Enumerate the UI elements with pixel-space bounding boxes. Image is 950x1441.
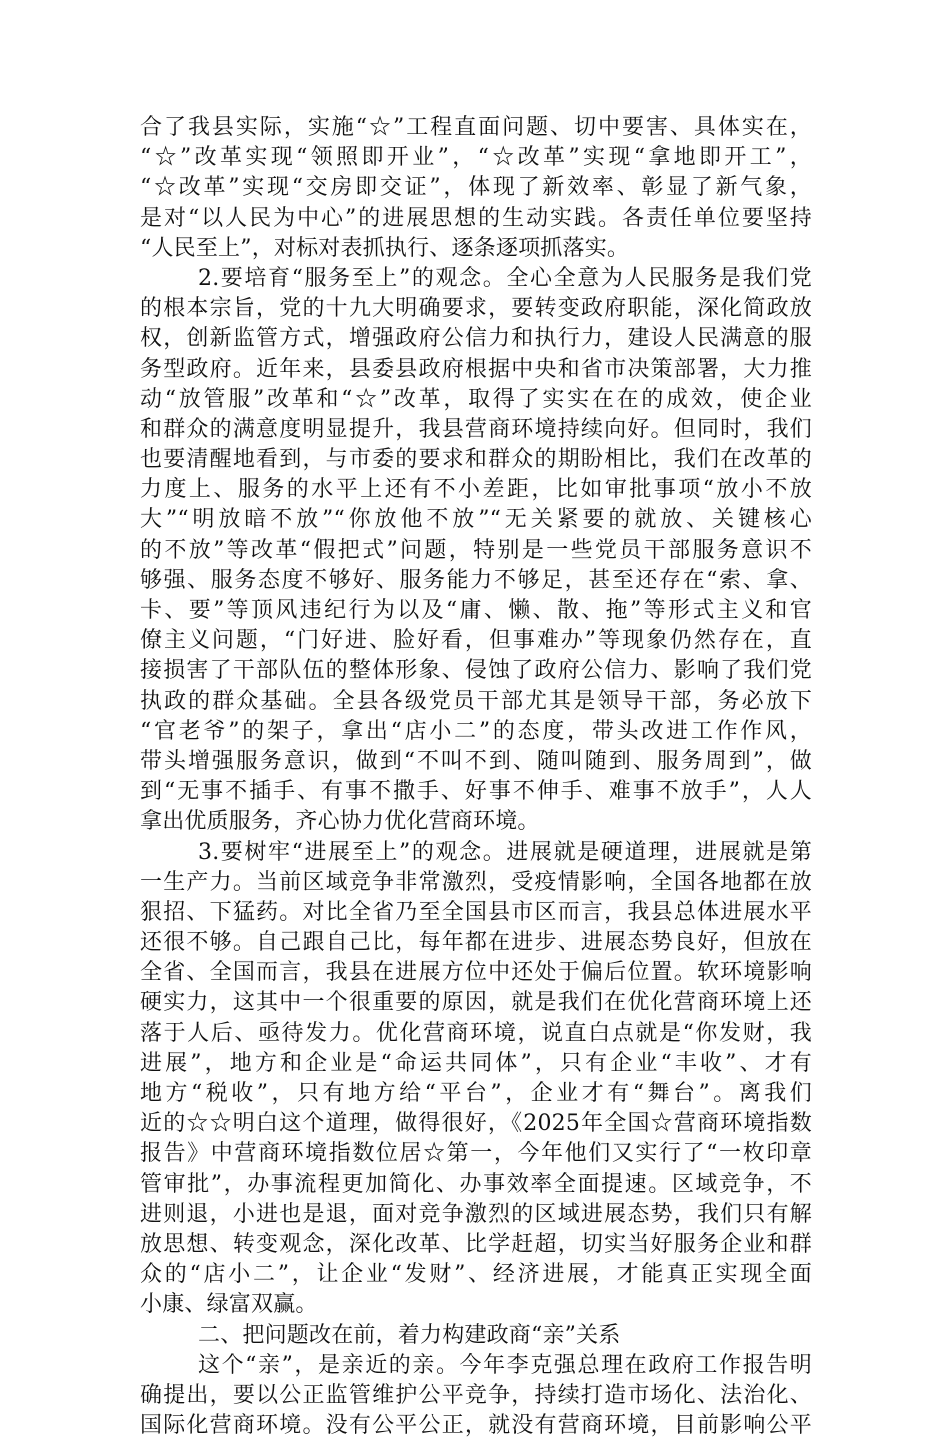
text-line: 进则退，小进也是退，面对竞争激烈的区域进展态势，我们只有解 bbox=[140, 1201, 812, 1227]
text-line: 务型政府。近年来，县委县政府根据中央和省市决策部署，大力推 bbox=[140, 356, 812, 382]
text-line: “官老爷”的架子，拿出“店小二”的态度，带头改进工作作风， bbox=[140, 718, 812, 744]
text-line: 报告》中营商环境指数位居☆第一，今年他们又实行了“一枚印章 bbox=[140, 1141, 812, 1167]
text-line: 力度上、服务的水平上还有不小差距，比如审批事项“放小不放 bbox=[140, 477, 812, 503]
text-line: 这个“亲”，是亲近的亲。今年李克强总理在政府工作报告明 bbox=[198, 1352, 812, 1378]
text-line: 是对“以人民为中心”的进展思想的生动实践。各责任单位要坚持 bbox=[140, 205, 812, 231]
text-line: 一生产力。当前区域竞争非常激烈，受疫情影响，全国各地都在放 bbox=[140, 869, 812, 895]
text-line: 3.要树牢“进展至上”的观念。进展就是硬道理，进展就是第 bbox=[198, 839, 812, 865]
text-line: 确提出，要以公正监管维护公平竞争，持续打造市场化、法治化、 bbox=[140, 1382, 812, 1408]
text-line: 的不放”等改革“假把式”问题，特别是一些党员干部服务意识不 bbox=[140, 537, 812, 563]
text-line: 还很不够。自己跟自己比，每年都在进步、进展态势良好，但放在 bbox=[140, 930, 812, 956]
text-line: 管审批”，办事流程更加简化、办事效率全面提速。区域竞争，不 bbox=[140, 1171, 812, 1197]
text-line: 二、把问题改在前，着力构建政商“亲”关系 bbox=[198, 1322, 621, 1348]
text-line: 够强、服务态度不够好、服务能力不够足，甚至还存在“索、拿、 bbox=[140, 567, 812, 593]
document-page bbox=[140, 113, 812, 1441]
text-line: 狠招、下猛药。对比全省乃至全国县市区而言，我县总体进展水平 bbox=[140, 899, 812, 925]
text-line: 执政的群众基础。全县各级党员干部尤其是领导干部，务必放下 bbox=[140, 688, 812, 714]
text-line: 小康、绿富双赢。 bbox=[140, 1292, 318, 1318]
text-line: 全省、全国而言，我县在进展方位中还处于偏后位置。软环境影响 bbox=[140, 960, 812, 986]
text-line: 僚主义问题，“门好进、脸好看，但事难办”等现象仍然存在，直 bbox=[140, 628, 812, 654]
text-line: 权，创新监管方式，增强政府公信力和执行力，建设人民满意的服 bbox=[140, 326, 812, 352]
text-line: 卡、要”等顶风违纪行为以及“庸、懒、散、拖”等形式主义和官 bbox=[140, 598, 812, 623]
text-line: 大”“明放暗不放”“你放他不放”“无关紧要的就放、关键核心 bbox=[140, 507, 812, 533]
text-line: 进展”，地方和企业是“命运共同体”，只有企业“丰收”、才有 bbox=[140, 1050, 812, 1076]
text-line: “人民至上”，对标对表抓执行、逐条逐项抓落实。 bbox=[140, 235, 630, 261]
text-line: 拿出优质服务，齐心协力优化营商环境。 bbox=[140, 809, 540, 835]
text-line: 放思想、转变观念，深化改革、比学赶超，切实当好服务企业和群 bbox=[140, 1231, 812, 1257]
text-line: 合了我县实际，实施“☆”工程直面问题、切中要害、具体实在， bbox=[140, 115, 812, 140]
text-line: 接损害了干部队伍的整体形象、侵蚀了政府公信力、影响了我们党 bbox=[140, 658, 812, 684]
text-line: “☆改革”实现“交房即交证”，体现了新效率、彰显了新气象， bbox=[140, 175, 812, 201]
text-line: 2.要培育“服务至上”的观念。全心全意为人民服务是我们党 bbox=[198, 265, 812, 291]
text-line: 地方“税收”，只有地方给“平台”，企业才有“舞台”。离我们 bbox=[140, 1081, 812, 1106]
text-line: 国际化营商环境。没有公平公正，就没有营商环境，目前影响公平 bbox=[140, 1413, 812, 1439]
text-line: 落于人后、亟待发力。优化营商环境，说直白点就是“你发财，我 bbox=[140, 1020, 812, 1046]
text-line: 也要清醒地看到，与市委的要求和群众的期盼相比，我们在改革的 bbox=[140, 447, 812, 473]
text-line: 近的☆☆明白这个道理，做得很好，《2025年全国☆营商环境指数 bbox=[140, 1111, 812, 1137]
text-line: 带头增强服务意识，做到“不叫不到、随叫随到、服务周到”，做 bbox=[140, 748, 812, 774]
text-line: 众的“店小二”，让企业“发财”、经济进展，才能真正实现全面 bbox=[140, 1262, 812, 1288]
text-line: 的根本宗旨，党的十九大明确要求，要转变政府职能，深化简政放 bbox=[140, 296, 812, 322]
text-line: 和群众的满意度明显提升，我县营商环境持续向好。但同时，我们 bbox=[140, 416, 812, 442]
text-line: 硬实力，这其中一个很重要的原因，就是我们在优化营商环境上还 bbox=[140, 990, 812, 1016]
text-line: 到“无事不插手、有事不撒手、好事不伸手、难事不放手”，人人 bbox=[140, 779, 812, 805]
text-line: 动“放管服”改革和“☆”改革，取得了实实在在的成效，使企业 bbox=[140, 386, 812, 412]
text-line: “☆”改革实现“领照即开业”，“☆改革”实现“拿地即开工”， bbox=[140, 145, 812, 171]
